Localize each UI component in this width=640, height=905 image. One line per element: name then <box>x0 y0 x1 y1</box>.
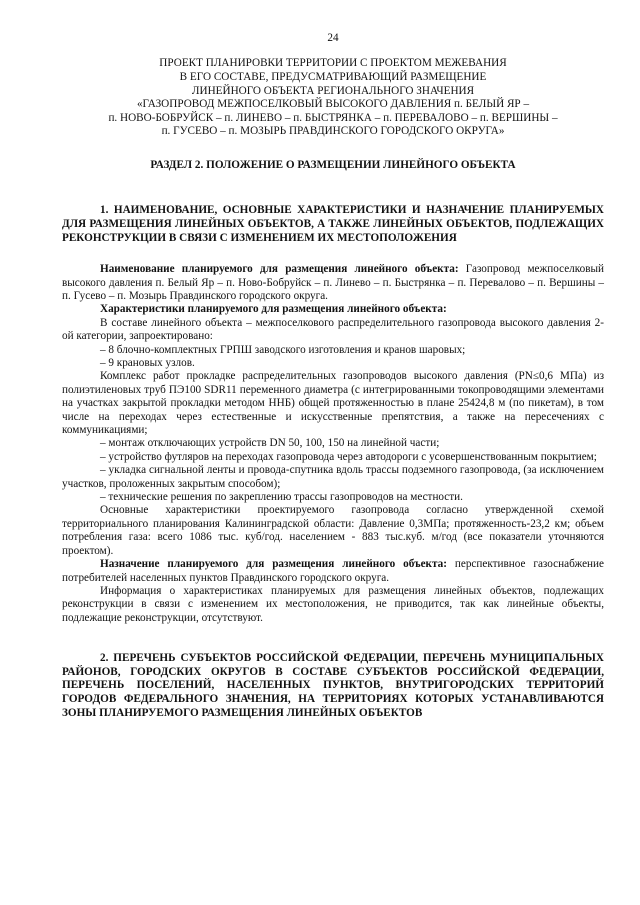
document-title <box>62 57 604 139</box>
title-line: В ЕГО СОСТАВЕ, ПРЕДУСМАТРИВАЮЩИЙ РАЗМЕЩЕНИЕ <box>179 71 487 83</box>
list-item: – 8 блочно-комплектных ГРПШ заводского изготовления и кранов шаровых; <box>100 343 466 356</box>
title-line: п. ГУСЕВО – п. МОЗЫРЬ ПРАВДИНСКОГО ГОРОДСКОГО ОКРУГА» <box>161 125 505 138</box>
section-heading: РАЗДЕЛ 2. ПОЛОЖЕНИЕ О РАЗМЕЩЕНИИ ЛИНЕЙНОГО ОБЪЕКТА <box>150 158 516 171</box>
works-paragraph: Комплекс работ прокладке распределительных газопроводов высокого давления (PN≤0,6 МПа) из полиэтиленовых труб ПЭ100 SDR11 переменного диаметра (с интегрированными токопроводящими элементами на участках закрытой прокладки методом ННБ) общей протяженностью в плане 25424,8 м (по пикетам), в том числе на переходах через естественные и искусственные препятствия, а также на пересечениях с коммуникациями; <box>62 370 604 437</box>
characteristics-paragraph: В составе линейного объекта – межпоселкового распределительного газопровода высокого давления 2-ой категории, запроектировано: <box>62 316 604 343</box>
name-paragraph <box>62 263 604 303</box>
main-characteristics-paragraph: Основные характеристики проектируемого газопровода согласно утвержденной схемой территориального планирования Калининградской области: Давление 0,3МПа; протяженность-23,2 км; объем потребления газа: всего 1086 тыс. куб/год. населением - 883 тыс.куб. м/год (все показатели уточняются проектом). <box>62 504 604 557</box>
info-paragraph: Информация о характеристиках планируемых для размещения линейных объектов, подлежащих реконструкции в связи с изменением их местоположения, не приводится, так как линейные объекты, подлежащие реконструкции, отсутствуют. <box>62 584 604 624</box>
list-item: – технические решения по закреплению трассы газопроводов на местности. <box>100 491 463 504</box>
purpose-label: Назначение планируемого для размещения линейного объекта: <box>100 558 447 571</box>
name-text: Газопровод межпоселковый высокого давления п. Белый Яр – п. Ново-Бобруйск – п. Линево – п. Быстрянка – п. Перевалово – п. Вершины – п. Гусево – п. Мозырь Правдинского городского округа. <box>62 263 604 302</box>
list-item: – 9 крановых узлов. <box>100 357 195 369</box>
list-item: – устройство футляров на переходах газопровода через автодороги с усовершенствованным покрытием; <box>100 450 597 463</box>
characteristics-heading: Характеристики планируемого для размещения линейного объекта: <box>100 303 447 316</box>
list-item: – монтаж отключающих устройств DN 50, 100, 150 на линейной части; <box>100 437 440 450</box>
heading-2: 2. ПЕРЕЧЕНЬ СУБЪЕКТОВ РОССИЙСКОЙ ФЕДЕРАЦИИ, ПЕРЕЧЕНЬ МУНИЦИПАЛЬНЫХ РАЙОНОВ, ГОРОДСКИХ ОКРУГОВ В СОСТАВЕ СУБЪЕКТОВ РОССИЙСКОЙ ФЕДЕРАЦИИ, ПЕРЕЧЕНЬ ПОСЕЛЕНИЙ, НАСЕЛЕННЫХ ПУНКТОВ, ВНУТРИГОРОДСКИХ ТЕРРИТОРИЙ ГОРОДОВ ФЕДЕРАЛЬНОГО ЗНАЧЕНИЯ, НА ТЕРРИТОРИЯХ КОТОРЫХ УСТАНАВЛИВАЮТСЯ ЗОНЫ ПЛАНИРУЕМОГО РАЗМЕЩЕНИЯ ЛИНЕЙНЫХ ОБЪЕКТОВ <box>62 652 604 719</box>
page-number: 24 <box>327 32 339 44</box>
title-line: ЛИНЕЙНОГО ОБЪЕКТА РЕГИОНАЛЬНОГО ЗНАЧЕНИЯ <box>191 84 475 97</box>
section-1-body <box>62 263 604 625</box>
heading-1: 1. НАИМЕНОВАНИЕ, ОСНОВНЫЕ ХАРАКТЕРИСТИКИ И НАЗНАЧЕНИЕ ПЛАНИРУЕМЫХ ДЛЯ РАЗМЕЩЕНИЯ ЛИНЕЙНЫХ ОБЪЕКТОВ, А ТАКЖЕ ЛИНЕЙНЫХ ОБЪЕКТОВ, ПОДЛЕЖАЩИХ РЕКОНСТРУКЦИИ В СВЯЗИ С ИЗМЕНЕНИЕМ ИХ МЕСТОПОЛОЖЕНИЯ <box>62 204 604 244</box>
purpose-text: перспективное газоснабжение потребителей населенных пунктов Правдинского городского округа. <box>62 558 604 584</box>
title-line: «ГАЗОПРОВОД МЕЖПОСЕЛКОВЫЙ ВЫСОКОГО ДАВЛЕНИЯ п. БЕЛЫЙ ЯР – <box>136 98 530 111</box>
list-item: – укладка сигнальной ленты и провода-спутника вдоль трассы подземного газопровода, (за исключением участков, проложенных закрытым способом); <box>62 464 604 490</box>
title-line: ПРОЕКТ ПЛАНИРОВКИ ТЕРРИТОРИИ С ПРОЕКТОМ МЕЖЕВАНИЯ <box>159 57 507 70</box>
title-line: п. НОВО-БОБРУЙСК – п. ЛИНЕВО – п. БЫСТРЯНКА – п. ПЕРЕВАЛОВО – п. ВЕРШИНЫ – <box>108 111 558 124</box>
name-label: Наименование планируемого для размещения линейного объекта: <box>100 263 459 276</box>
purpose-paragraph <box>62 558 604 585</box>
